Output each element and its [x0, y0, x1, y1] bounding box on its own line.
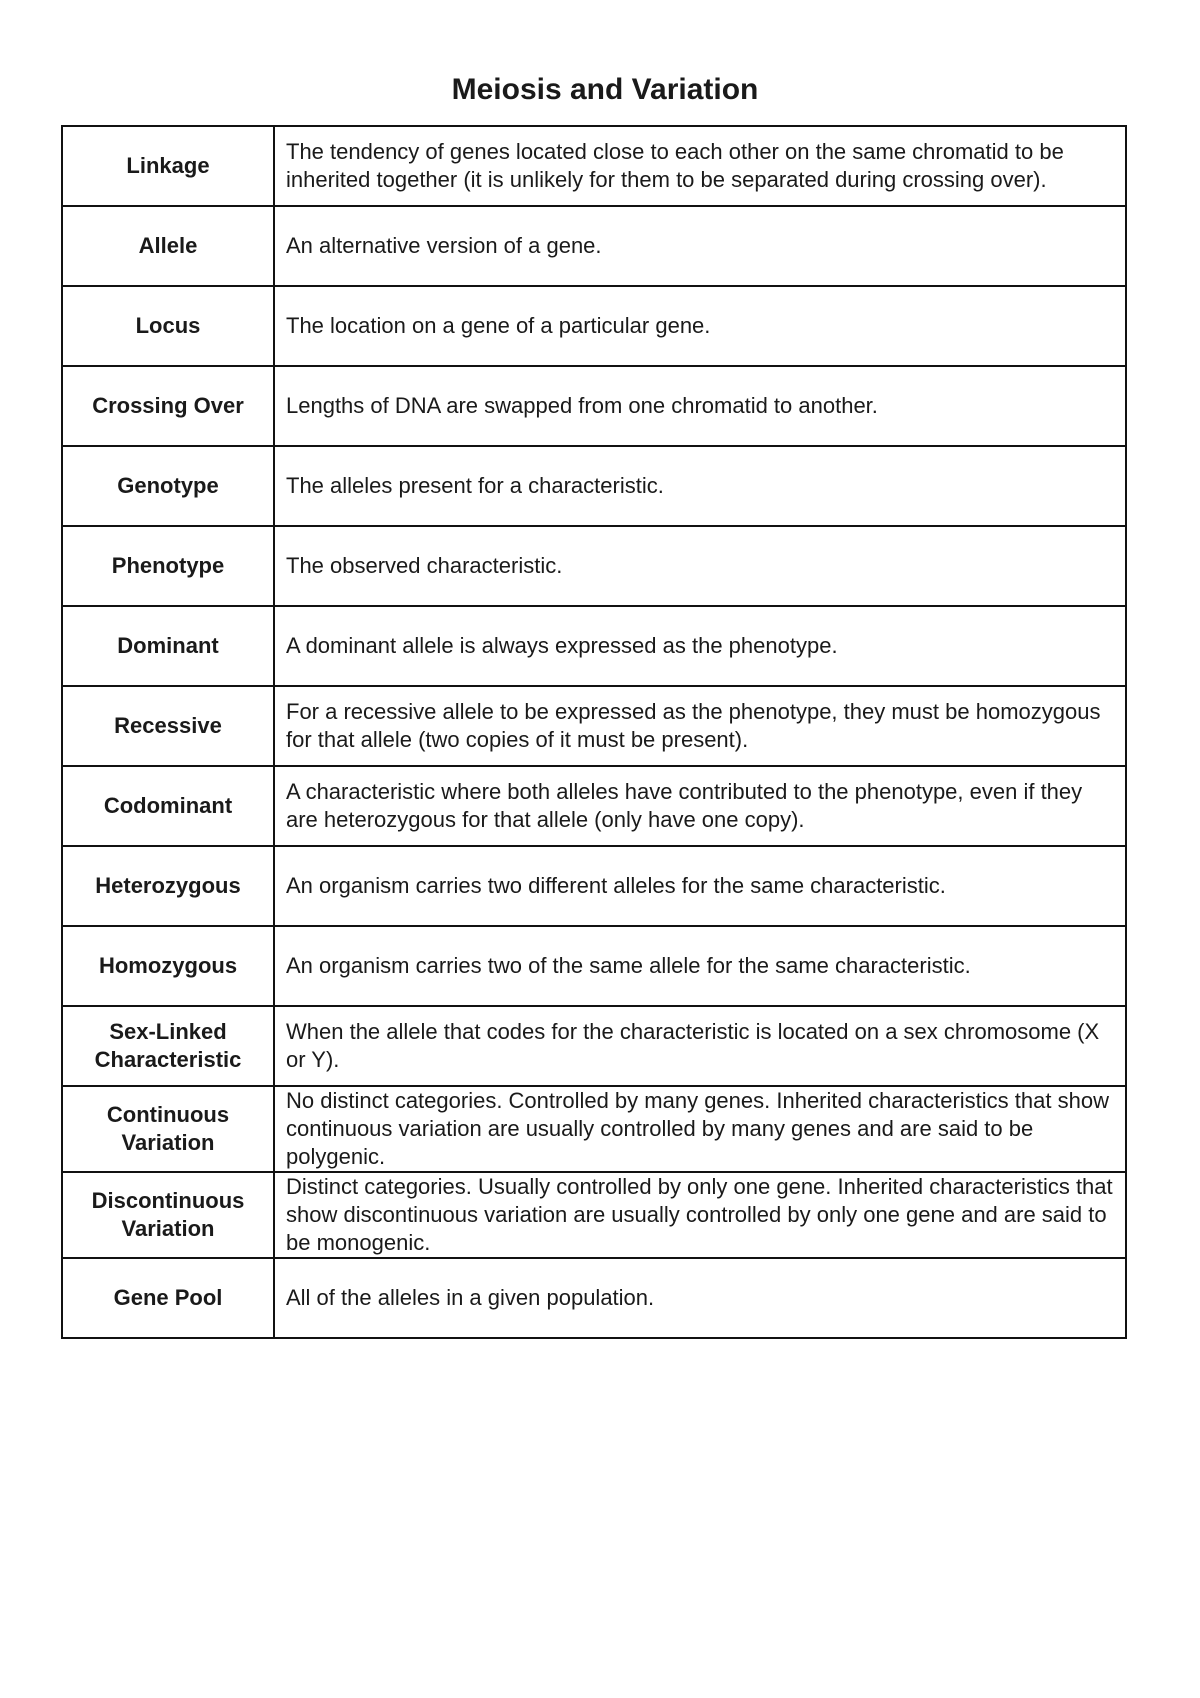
definition-cell: An organism carries two different alleles for the same characteristic. — [274, 846, 1126, 926]
term-cell: Dominant — [62, 606, 274, 686]
definition-cell: For a recessive allele to be expressed as the phenotype, they must be homozygous for that allele (two copies of it must be present). — [274, 686, 1126, 766]
table-row — [62, 446, 1126, 526]
definition-cell: The alleles present for a characteristic. — [274, 446, 1126, 526]
table-row — [62, 686, 1126, 766]
term-cell: Crossing Over — [62, 366, 274, 446]
glossary-table — [61, 125, 1127, 1339]
definition-cell: The tendency of genes located close to each other on the same chromatid to be inherited together (it is unlikely for them to be separated during crossing over). — [274, 126, 1126, 206]
table-row — [62, 366, 1126, 446]
term-cell: Discontinuous Variation — [62, 1172, 274, 1258]
definition-cell: A dominant allele is always expressed as the phenotype. — [274, 606, 1126, 686]
table-row — [62, 286, 1126, 366]
term-cell: Continuous Variation — [62, 1086, 274, 1172]
definition-cell: An organism carries two of the same allele for the same characteristic. — [274, 926, 1126, 1006]
definition-cell: An alternative version of a gene. — [274, 206, 1126, 286]
table-row — [62, 126, 1126, 206]
term-cell: Heterozygous — [62, 846, 274, 926]
term-cell: Sex-Linked Characteristic — [62, 1006, 274, 1086]
definition-cell: All of the alleles in a given population. — [274, 1258, 1126, 1338]
definition-cell: No distinct categories. Controlled by many genes. Inherited characteristics that show continuous variation are usually controlled by many genes and are said to be polygenic. — [274, 1086, 1126, 1172]
table-row — [62, 1086, 1126, 1172]
term-cell: Codominant — [62, 766, 274, 846]
table-row — [62, 1172, 1126, 1258]
definition-cell: A characteristic where both alleles have contributed to the phenotype, even if they are heterozygous for that allele (only have one copy). — [274, 766, 1126, 846]
term-cell: Genotype — [62, 446, 274, 526]
definition-cell: When the allele that codes for the characteristic is located on a sex chromosome (X or Y). — [274, 1006, 1126, 1086]
table-row — [62, 206, 1126, 286]
term-cell: Recessive — [62, 686, 274, 766]
term-cell: Homozygous — [62, 926, 274, 1006]
table-row — [62, 766, 1126, 846]
table-row — [62, 1006, 1126, 1086]
definition-cell: The observed characteristic. — [274, 526, 1126, 606]
table-row — [62, 526, 1126, 606]
term-cell: Gene Pool — [62, 1258, 274, 1338]
table-row — [62, 1258, 1126, 1338]
definition-cell: The location on a gene of a particular gene. — [274, 286, 1126, 366]
definition-cell: Distinct categories. Usually controlled by only one gene. Inherited characteristics that show discontinuous variation are usually controlled by only one gene and are said to be monogenic. — [274, 1172, 1126, 1258]
term-cell: Phenotype — [62, 526, 274, 606]
term-cell: Allele — [62, 206, 274, 286]
term-cell: Locus — [62, 286, 274, 366]
table-row — [62, 846, 1126, 926]
definition-cell: Lengths of DNA are swapped from one chromatid to another. — [274, 366, 1126, 446]
table-row — [62, 606, 1126, 686]
page-title: Meiosis and Variation — [451, 73, 759, 106]
term-cell: Linkage — [62, 126, 274, 206]
table-row — [62, 926, 1126, 1006]
